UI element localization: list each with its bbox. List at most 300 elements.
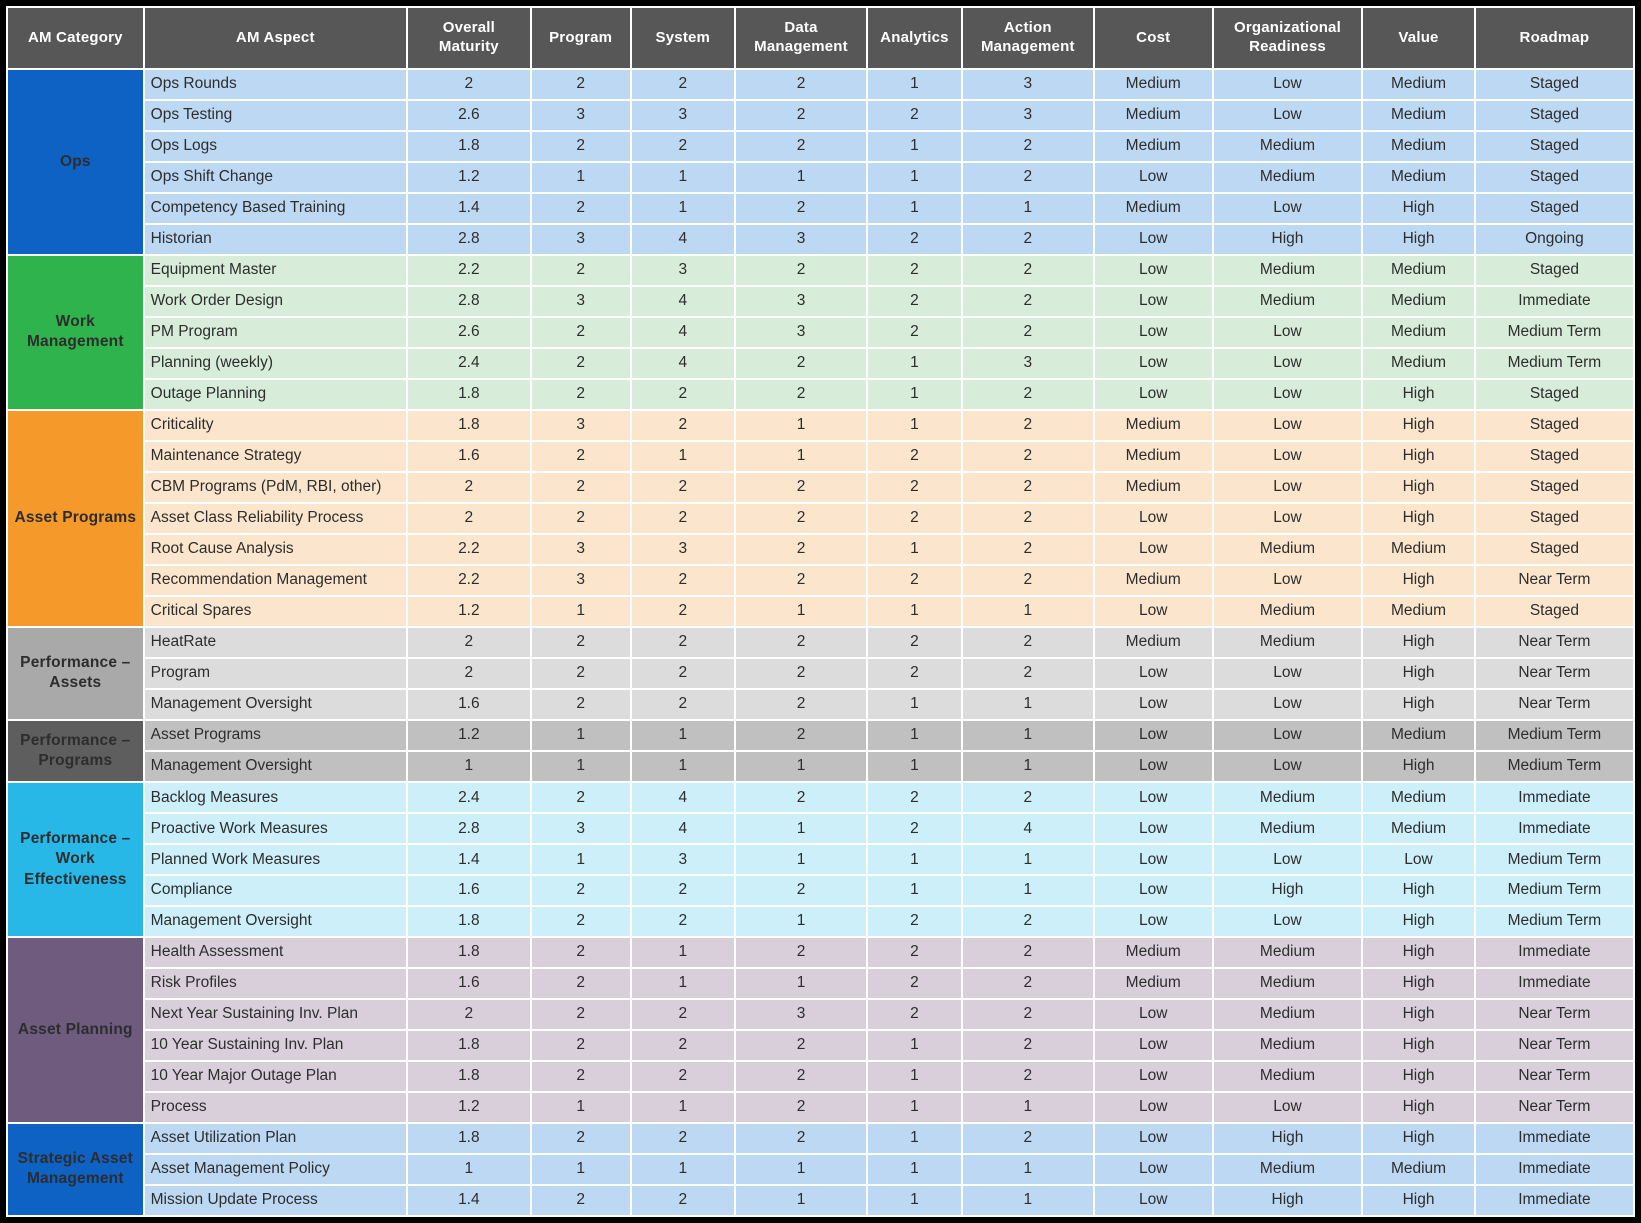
cell-organizational-readiness: Medium (1214, 287, 1361, 316)
table-row (8, 783, 1633, 812)
cell-roadmap: Staged (1476, 163, 1633, 192)
table-row (8, 535, 1633, 564)
cell-action-management: 2 (963, 318, 1093, 347)
table-row (8, 1155, 1633, 1184)
aspect-cell: Work Order Design (145, 287, 406, 316)
cell-cost: Medium (1095, 969, 1212, 998)
cell-system: 1 (632, 1155, 735, 1184)
cell-program: 2 (532, 690, 630, 719)
cell-data-management: 3 (736, 318, 866, 347)
cell-data-management: 2 (736, 194, 866, 223)
table-row (8, 473, 1633, 502)
table-row (8, 1062, 1633, 1091)
cell-overall-maturity: 2 (408, 1000, 530, 1029)
cell-roadmap: Near Term (1476, 1000, 1633, 1029)
cell-roadmap: Immediate (1476, 1155, 1633, 1184)
aspect-cell: Maintenance Strategy (145, 442, 406, 471)
cell-program: 2 (532, 194, 630, 223)
cell-data-management: 2 (736, 783, 866, 812)
cell-organizational-readiness: Low (1214, 690, 1361, 719)
cell-action-management: 2 (963, 628, 1093, 657)
cell-organizational-readiness: Low (1214, 411, 1361, 440)
cell-cost: Medium (1095, 473, 1212, 502)
cell-value: Medium (1363, 814, 1474, 843)
cell-analytics: 2 (868, 907, 961, 936)
cell-roadmap: Immediate (1476, 938, 1633, 967)
cell-cost: Low (1095, 256, 1212, 285)
cell-program: 3 (532, 287, 630, 316)
cell-action-management: 2 (963, 287, 1093, 316)
cell-analytics: 1 (868, 1093, 961, 1122)
cell-action-management: 2 (963, 907, 1093, 936)
cell-cost: Low (1095, 597, 1212, 626)
cell-system: 2 (632, 504, 735, 533)
cell-cost: Low (1095, 1124, 1212, 1153)
cell-data-management: 2 (736, 690, 866, 719)
cell-program: 1 (532, 1155, 630, 1184)
cell-value: High (1363, 1124, 1474, 1153)
table-body (8, 70, 1633, 1215)
col-header-roadmap: Roadmap (1476, 8, 1633, 68)
cell-cost: Medium (1095, 194, 1212, 223)
cell-roadmap: Immediate (1476, 1124, 1633, 1153)
cell-analytics: 1 (868, 194, 961, 223)
cell-overall-maturity: 1.8 (408, 1062, 530, 1091)
category-cell: Asset Programs (8, 411, 143, 626)
cell-roadmap: Immediate (1476, 814, 1633, 843)
cell-data-management: 2 (736, 1062, 866, 1091)
cell-organizational-readiness: Medium (1214, 1155, 1361, 1184)
category-cell: Work Management (8, 256, 143, 409)
cell-program: 1 (532, 845, 630, 874)
cell-overall-maturity: 2.4 (408, 783, 530, 812)
cell-system: 2 (632, 132, 735, 161)
aspect-cell: Compliance (145, 876, 406, 905)
cell-program: 2 (532, 1124, 630, 1153)
table-row (8, 566, 1633, 595)
cell-action-management: 2 (963, 256, 1093, 285)
aspect-cell: HeatRate (145, 628, 406, 657)
cell-action-management: 2 (963, 969, 1093, 998)
cell-data-management: 1 (736, 597, 866, 626)
cell-action-management: 3 (963, 349, 1093, 378)
cell-data-management: 2 (736, 876, 866, 905)
table-row (8, 814, 1633, 843)
cell-program: 3 (532, 535, 630, 564)
cell-organizational-readiness: Low (1214, 566, 1361, 595)
cell-program: 3 (532, 101, 630, 130)
cell-action-management: 1 (963, 597, 1093, 626)
cell-overall-maturity: 1.2 (408, 163, 530, 192)
aspect-cell: Criticality (145, 411, 406, 440)
cell-cost: Low (1095, 1093, 1212, 1122)
cell-system: 2 (632, 1124, 735, 1153)
cell-action-management: 1 (963, 721, 1093, 750)
cell-overall-maturity: 1 (408, 752, 530, 781)
table-row (8, 969, 1633, 998)
cell-data-management: 1 (736, 163, 866, 192)
cell-analytics: 2 (868, 783, 961, 812)
cell-roadmap: Staged (1476, 442, 1633, 471)
cell-overall-maturity: 2.2 (408, 566, 530, 595)
cell-analytics: 2 (868, 225, 961, 254)
aspect-cell: 10 Year Major Outage Plan (145, 1062, 406, 1091)
cell-data-management: 2 (736, 132, 866, 161)
cell-action-management: 2 (963, 504, 1093, 533)
cell-roadmap: Medium Term (1476, 721, 1633, 750)
cell-cost: Low (1095, 721, 1212, 750)
cell-analytics: 1 (868, 1031, 961, 1060)
cell-system: 3 (632, 535, 735, 564)
cell-data-management: 1 (736, 907, 866, 936)
cell-action-management: 2 (963, 566, 1093, 595)
col-header-organizational-readiness: Organizational Readiness (1214, 8, 1361, 68)
cell-data-management: 2 (736, 380, 866, 409)
aspect-cell: PM Program (145, 318, 406, 347)
cell-value: High (1363, 442, 1474, 471)
cell-overall-maturity: 2.6 (408, 101, 530, 130)
cell-organizational-readiness: Medium (1214, 969, 1361, 998)
cell-action-management: 2 (963, 1062, 1093, 1091)
cell-value: Medium (1363, 1155, 1474, 1184)
cell-action-management: 3 (963, 70, 1093, 99)
cell-system: 3 (632, 845, 735, 874)
cell-cost: Low (1095, 1062, 1212, 1091)
cell-roadmap: Staged (1476, 194, 1633, 223)
cell-value: Medium (1363, 101, 1474, 130)
cell-analytics: 2 (868, 566, 961, 595)
cell-system: 2 (632, 1000, 735, 1029)
cell-value: High (1363, 1093, 1474, 1122)
cell-system: 1 (632, 442, 735, 471)
cell-overall-maturity: 1.8 (408, 938, 530, 967)
aspect-cell: Outage Planning (145, 380, 406, 409)
cell-overall-maturity: 2 (408, 659, 530, 688)
cell-organizational-readiness: Low (1214, 380, 1361, 409)
cell-overall-maturity: 1.4 (408, 1186, 530, 1215)
cell-data-management: 1 (736, 1186, 866, 1215)
cell-organizational-readiness: Low (1214, 101, 1361, 130)
cell-roadmap: Staged (1476, 535, 1633, 564)
category-cell: Performance – Work Effectiveness (8, 783, 143, 936)
cell-roadmap: Staged (1476, 504, 1633, 533)
cell-overall-maturity: 2.8 (408, 287, 530, 316)
cell-data-management: 2 (736, 101, 866, 130)
cell-data-management: 2 (736, 473, 866, 502)
cell-action-management: 2 (963, 473, 1093, 502)
table-row (8, 132, 1633, 161)
table-row (8, 225, 1633, 254)
cell-system: 1 (632, 721, 735, 750)
cell-data-management: 2 (736, 1031, 866, 1060)
col-header-analytics: Analytics (868, 8, 961, 68)
cell-value: High (1363, 380, 1474, 409)
cell-cost: Low (1095, 349, 1212, 378)
cell-program: 1 (532, 721, 630, 750)
cell-action-management: 4 (963, 814, 1093, 843)
col-header-overall-maturity: Overall Maturity (408, 8, 530, 68)
cell-cost: Low (1095, 1186, 1212, 1215)
aspect-cell: 10 Year Sustaining Inv. Plan (145, 1031, 406, 1060)
aspect-cell: Ops Logs (145, 132, 406, 161)
cell-value: Medium (1363, 535, 1474, 564)
cell-organizational-readiness: Low (1214, 442, 1361, 471)
cell-program: 2 (532, 504, 630, 533)
cell-roadmap: Near Term (1476, 659, 1633, 688)
aspect-cell: Next Year Sustaining Inv. Plan (145, 1000, 406, 1029)
cell-system: 1 (632, 163, 735, 192)
table-row (8, 411, 1633, 440)
cell-value: Medium (1363, 70, 1474, 99)
cell-data-management: 2 (736, 938, 866, 967)
cell-cost: Low (1095, 1155, 1212, 1184)
cell-overall-maturity: 1.6 (408, 690, 530, 719)
cell-value: Medium (1363, 783, 1474, 812)
cell-analytics: 2 (868, 628, 961, 657)
cell-analytics: 1 (868, 597, 961, 626)
cell-analytics: 1 (868, 1186, 961, 1215)
table-row (8, 256, 1633, 285)
category-cell: Asset Planning (8, 938, 143, 1122)
cell-action-management: 2 (963, 659, 1093, 688)
cell-analytics: 1 (868, 876, 961, 905)
cell-value: Medium (1363, 349, 1474, 378)
cell-analytics: 1 (868, 1124, 961, 1153)
cell-program: 2 (532, 783, 630, 812)
cell-value: Medium (1363, 132, 1474, 161)
aspect-cell: Program (145, 659, 406, 688)
cell-action-management: 2 (963, 132, 1093, 161)
cell-roadmap: Staged (1476, 132, 1633, 161)
cell-organizational-readiness: Low (1214, 349, 1361, 378)
cell-action-management: 2 (963, 163, 1093, 192)
cell-data-management: 1 (736, 411, 866, 440)
cell-value: High (1363, 690, 1474, 719)
aspect-cell: Health Assessment (145, 938, 406, 967)
aspect-cell: Root Cause Analysis (145, 535, 406, 564)
cell-program: 1 (532, 163, 630, 192)
cell-program: 3 (532, 411, 630, 440)
cell-cost: Medium (1095, 442, 1212, 471)
aspect-cell: Asset Utilization Plan (145, 1124, 406, 1153)
table-row (8, 938, 1633, 967)
table-row (8, 628, 1633, 657)
cell-value: High (1363, 752, 1474, 781)
cell-data-management: 3 (736, 1000, 866, 1029)
cell-system: 4 (632, 783, 735, 812)
table-row (8, 721, 1633, 750)
table-row (8, 504, 1633, 533)
cell-action-management: 2 (963, 1031, 1093, 1060)
cell-program: 2 (532, 1000, 630, 1029)
cell-system: 4 (632, 225, 735, 254)
cell-cost: Medium (1095, 566, 1212, 595)
cell-cost: Low (1095, 535, 1212, 564)
cell-analytics: 1 (868, 535, 961, 564)
cell-organizational-readiness: High (1214, 876, 1361, 905)
cell-roadmap: Staged (1476, 473, 1633, 502)
cell-program: 2 (532, 628, 630, 657)
cell-system: 2 (632, 566, 735, 595)
cell-overall-maturity: 2 (408, 473, 530, 502)
cell-organizational-readiness: Medium (1214, 628, 1361, 657)
cell-roadmap: Staged (1476, 256, 1633, 285)
cell-cost: Medium (1095, 101, 1212, 130)
cell-analytics: 2 (868, 969, 961, 998)
cell-organizational-readiness: Medium (1214, 1000, 1361, 1029)
cell-cost: Medium (1095, 411, 1212, 440)
aspect-cell: Backlog Measures (145, 783, 406, 812)
aspect-cell: Management Oversight (145, 907, 406, 936)
cell-program: 2 (532, 349, 630, 378)
table-row (8, 690, 1633, 719)
cell-analytics: 1 (868, 349, 961, 378)
aspect-cell: Management Oversight (145, 752, 406, 781)
cell-cost: Low (1095, 907, 1212, 936)
col-header-am-category: AM Category (8, 8, 143, 68)
cell-roadmap: Medium Term (1476, 845, 1633, 874)
cell-roadmap: Immediate (1476, 287, 1633, 316)
cell-cost: Low (1095, 690, 1212, 719)
aspect-cell: Recommendation Management (145, 566, 406, 595)
cell-overall-maturity: 1.4 (408, 194, 530, 223)
cell-cost: Low (1095, 659, 1212, 688)
cell-overall-maturity: 2 (408, 504, 530, 533)
cell-analytics: 2 (868, 101, 961, 130)
cell-system: 2 (632, 1031, 735, 1060)
cell-program: 2 (532, 907, 630, 936)
cell-action-management: 2 (963, 535, 1093, 564)
cell-action-management: 2 (963, 411, 1093, 440)
aspect-cell: Asset Management Policy (145, 1155, 406, 1184)
table-row (8, 349, 1633, 378)
cell-overall-maturity: 1 (408, 1155, 530, 1184)
col-header-am-aspect: AM Aspect (145, 8, 406, 68)
cell-organizational-readiness: Medium (1214, 132, 1361, 161)
cell-system: 2 (632, 380, 735, 409)
table-row (8, 907, 1633, 936)
cell-program: 2 (532, 380, 630, 409)
cell-value: High (1363, 504, 1474, 533)
cell-system: 2 (632, 628, 735, 657)
cell-value: Medium (1363, 318, 1474, 347)
cell-system: 2 (632, 597, 735, 626)
cell-value: Medium (1363, 721, 1474, 750)
cell-program: 2 (532, 876, 630, 905)
cell-program: 2 (532, 318, 630, 347)
cell-action-management: 2 (963, 1124, 1093, 1153)
cell-value: Medium (1363, 287, 1474, 316)
aspect-cell: Risk Profiles (145, 969, 406, 998)
cell-analytics: 1 (868, 845, 961, 874)
cell-program: 2 (532, 70, 630, 99)
cell-system: 2 (632, 411, 735, 440)
cell-cost: Low (1095, 163, 1212, 192)
cell-analytics: 1 (868, 721, 961, 750)
cell-organizational-readiness: Low (1214, 473, 1361, 502)
cell-cost: Medium (1095, 938, 1212, 967)
cell-action-management: 1 (963, 845, 1093, 874)
cell-analytics: 1 (868, 411, 961, 440)
cell-program: 2 (532, 256, 630, 285)
cell-roadmap: Near Term (1476, 1093, 1633, 1122)
cell-analytics: 2 (868, 659, 961, 688)
aspect-cell: Mission Update Process (145, 1186, 406, 1215)
cell-roadmap: Ongoing (1476, 225, 1633, 254)
cell-action-management: 2 (963, 225, 1093, 254)
cell-data-management: 1 (736, 752, 866, 781)
header-row (8, 8, 1633, 68)
table-row (8, 1093, 1633, 1122)
cell-organizational-readiness: Medium (1214, 938, 1361, 967)
cell-analytics: 2 (868, 442, 961, 471)
cell-roadmap: Immediate (1476, 1186, 1633, 1215)
cell-program: 2 (532, 659, 630, 688)
cell-value: High (1363, 876, 1474, 905)
cell-action-management: 1 (963, 690, 1093, 719)
cell-analytics: 2 (868, 938, 961, 967)
cell-overall-maturity: 1.8 (408, 380, 530, 409)
table-row (8, 442, 1633, 471)
cell-overall-maturity: 2.6 (408, 318, 530, 347)
cell-organizational-readiness: Low (1214, 1093, 1361, 1122)
cell-value: High (1363, 1000, 1474, 1029)
cell-roadmap: Medium Term (1476, 349, 1633, 378)
cell-roadmap: Near Term (1476, 566, 1633, 595)
table-row (8, 1186, 1633, 1215)
cell-data-management: 2 (736, 628, 866, 657)
cell-organizational-readiness: High (1214, 225, 1361, 254)
cell-system: 2 (632, 907, 735, 936)
cell-program: 3 (532, 225, 630, 254)
col-header-value: Value (1363, 8, 1474, 68)
cell-action-management: 1 (963, 1186, 1093, 1215)
cell-overall-maturity: 2 (408, 628, 530, 657)
col-header-cost: Cost (1095, 8, 1212, 68)
cell-overall-maturity: 2 (408, 70, 530, 99)
aspect-cell: CBM Programs (PdM, RBI, other) (145, 473, 406, 502)
cell-cost: Low (1095, 380, 1212, 409)
aspect-cell: Asset Programs (145, 721, 406, 750)
cell-data-management: 3 (736, 225, 866, 254)
cell-action-management: 2 (963, 1000, 1093, 1029)
cell-data-management: 3 (736, 287, 866, 316)
cell-roadmap: Staged (1476, 380, 1633, 409)
aspect-cell: Historian (145, 225, 406, 254)
cell-data-management: 2 (736, 535, 866, 564)
cell-value: High (1363, 194, 1474, 223)
cell-overall-maturity: 1.8 (408, 1124, 530, 1153)
cell-overall-maturity: 2.2 (408, 535, 530, 564)
cell-action-management: 1 (963, 1155, 1093, 1184)
category-cell: Performance – Programs (8, 721, 143, 781)
table-row (8, 597, 1633, 626)
cell-program: 1 (532, 752, 630, 781)
cell-data-management: 1 (736, 814, 866, 843)
cell-program: 2 (532, 442, 630, 471)
cell-cost: Low (1095, 814, 1212, 843)
cell-action-management: 2 (963, 442, 1093, 471)
cell-cost: Low (1095, 1000, 1212, 1029)
cell-organizational-readiness: Medium (1214, 1031, 1361, 1060)
cell-overall-maturity: 1.6 (408, 876, 530, 905)
cell-cost: Low (1095, 845, 1212, 874)
cell-cost: Low (1095, 1031, 1212, 1060)
cell-overall-maturity: 1.2 (408, 597, 530, 626)
cell-value: High (1363, 1062, 1474, 1091)
category-cell: Strategic Asset Management (8, 1124, 143, 1215)
cell-data-management: 2 (736, 70, 866, 99)
